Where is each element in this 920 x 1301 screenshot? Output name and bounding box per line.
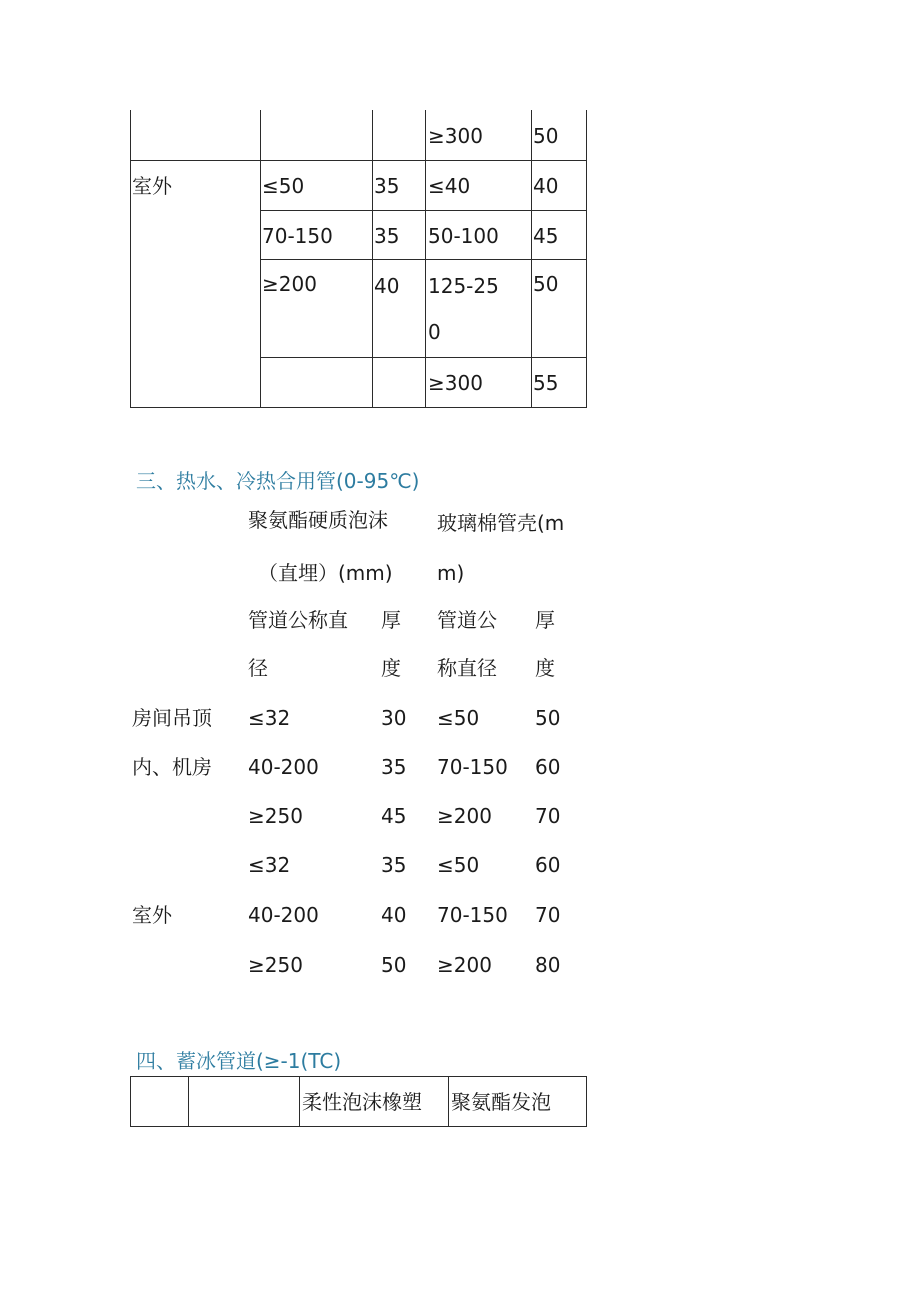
section3-cell: 60: [535, 755, 561, 779]
section3-cell: 60: [535, 853, 561, 877]
table1-location: 室外: [132, 174, 172, 198]
table1-cell: ≤50: [262, 174, 305, 198]
section3-cell: ≤32: [248, 853, 291, 877]
table1-rule-4: [260, 357, 587, 358]
table2-header-polyurethane-foam: 聚氨酯发泡: [451, 1090, 551, 1114]
section3-cell: ≥250: [248, 953, 303, 977]
section3-heading: 三、热水、冷热合用管(0-95℃): [136, 469, 420, 493]
subheader-thickness-b: 厚: [535, 608, 555, 632]
section3-cell: 35: [381, 755, 407, 779]
section3-cell: 40: [381, 903, 407, 927]
subheader-diameter-a: 管道公称直: [248, 608, 348, 632]
section3-cell: ≤50: [437, 706, 480, 730]
location-indoor: 房间吊顶: [132, 706, 212, 730]
table1-cell: 125-25: [428, 274, 499, 298]
table1-cell: 40: [374, 274, 400, 298]
table2-header-flexible-foam: 柔性泡沫橡塑: [302, 1090, 422, 1114]
section3-cell: 35: [381, 853, 407, 877]
table1-cell: ≥300: [428, 124, 483, 148]
table1-cell: 35: [374, 224, 400, 248]
table1-cell: 0: [428, 320, 441, 344]
table1-cell: 50: [533, 272, 559, 296]
location-outdoor: 室外: [132, 903, 172, 927]
subheader-diameter-b: 管道公: [437, 608, 497, 632]
table1-cell: 35: [374, 174, 400, 198]
table1-cell: 50-100: [428, 224, 499, 248]
section3-cell: 45: [381, 804, 407, 828]
section3-cell: 70-150: [437, 755, 508, 779]
section3-cell: 30: [381, 706, 407, 730]
table1-rule-1: [130, 160, 587, 161]
section3-cell: 40-200: [248, 755, 319, 779]
column-header-polyurethane-unit: （直埋）(mm): [258, 561, 393, 585]
section3-cell: 70-150: [437, 903, 508, 927]
subheader-diameter-b-cont: 称直径: [437, 656, 497, 680]
section4-heading: 四、蓄冰管道(≥-1(TC): [136, 1049, 342, 1073]
table2-border-top: [130, 1076, 587, 1077]
subheader-thickness-b-cont: 度: [535, 656, 555, 680]
section3-cell: 40-200: [248, 903, 319, 927]
subheader-diameter-a-cont: 径: [248, 656, 268, 680]
table1-cell: 45: [533, 224, 559, 248]
table2-border-right: [586, 1076, 587, 1127]
table1-rule-3: [260, 259, 587, 260]
table2-border-bottom: [130, 1126, 587, 1127]
location-indoor-cont: 内、机房: [132, 755, 212, 779]
subheader-thickness-a-cont: 度: [381, 656, 401, 680]
table1-cell: ≥200: [262, 272, 317, 296]
table1-border-bottom: [130, 407, 587, 408]
table1-cell: 40: [533, 174, 559, 198]
section3-cell: ≥200: [437, 804, 492, 828]
table2-divider-2: [299, 1076, 300, 1127]
section3-cell: 50: [535, 706, 561, 730]
section3-cell: ≤50: [437, 853, 480, 877]
section3-cell: 80: [535, 953, 561, 977]
column-header-polyurethane: 聚氨酯硬质泡沫: [248, 508, 388, 532]
table2-divider-3: [448, 1076, 449, 1127]
table1-cell: 55: [533, 371, 559, 395]
section3-cell: 70: [535, 903, 561, 927]
table1-cell: ≥300: [428, 371, 483, 395]
section3-cell: ≤32: [248, 706, 291, 730]
column-header-glass-wool: 玻璃棉管壳(m: [437, 511, 565, 535]
table2-divider-1: [188, 1076, 189, 1127]
table1-rule-2: [260, 210, 587, 211]
section3-cell: ≥200: [437, 953, 492, 977]
table1-cell: ≤40: [428, 174, 471, 198]
section3-cell: ≥250: [248, 804, 303, 828]
column-header-glass-wool-unit: m): [437, 561, 465, 585]
table1-cell: 50: [533, 124, 559, 148]
subheader-thickness-a: 厚: [381, 608, 401, 632]
table2-border-left: [130, 1076, 131, 1127]
table1-border-left: [130, 110, 131, 408]
section3-cell: 70: [535, 804, 561, 828]
section3-cell: 50: [381, 953, 407, 977]
table1-cell: 70-150: [262, 224, 333, 248]
